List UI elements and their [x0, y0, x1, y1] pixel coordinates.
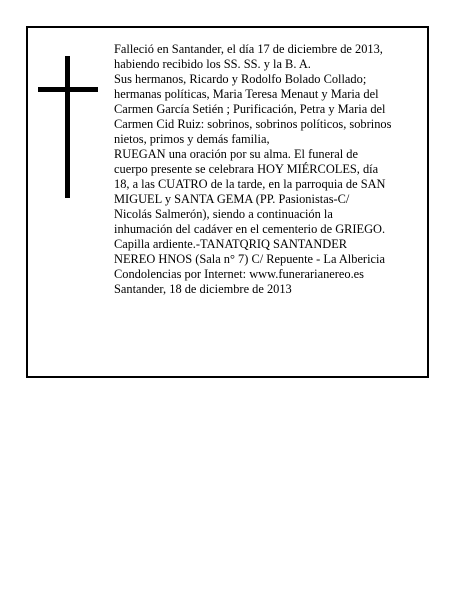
notice-line: cuerpo presente se celebrara HOY MIÉRCOLES, día: [114, 162, 379, 176]
notice-line: inhumación del cadáver en el cementerio de GRIEGO.: [114, 222, 386, 236]
cross-vertical-bar: [65, 56, 70, 198]
notice-line: hermanas políticas, Maria Teresa Menaut y Maria del: [114, 87, 379, 101]
notice-line: nietos, primos y demás familia,: [114, 132, 270, 146]
notice-line: habiendo recibido los SS. SS. y la B. A.: [114, 57, 311, 71]
notice-line: Santander, 18 de diciembre de 2013: [114, 282, 292, 296]
cross-icon: [38, 56, 98, 198]
notice-line: Nicolás Salmerón), siendo a continuación la: [114, 207, 333, 221]
notice-line: NEREO HNOS (Sala n° 7) C/ Repuente - La Albericia: [114, 252, 385, 266]
notice-line: Sus hermanos, Ricardo y Rodolfo Bolado Collado;: [114, 72, 367, 86]
notice-text: [114, 42, 426, 297]
notice-line: Condolencias por Internet: www.funerarianereo.es: [114, 267, 365, 281]
notice-line: MIGUEL y SANTA GEMA (PP. Pasionistas-C/: [114, 192, 350, 206]
obituary-notice: [26, 26, 429, 378]
cross-horizontal-bar: [38, 87, 98, 92]
notice-line: RUEGAN una oración por su alma. El funeral de: [114, 147, 358, 161]
notice-line: 18, a las CUATRO de la tarde, en la parroquia de SAN: [114, 177, 386, 191]
notice-line: Falleció en Santander, el día 17 de diciembre de 2013,: [114, 42, 383, 56]
notice-line: Carmen Cid Ruiz: sobrinos, sobrinos políticos, sobrinos: [114, 117, 392, 131]
notice-line: Capilla ardiente.-TANATQRIQ SANTANDER: [114, 237, 348, 251]
notice-line: Carmen García Setién ; Purificación, Petra y Maria del: [114, 102, 386, 116]
